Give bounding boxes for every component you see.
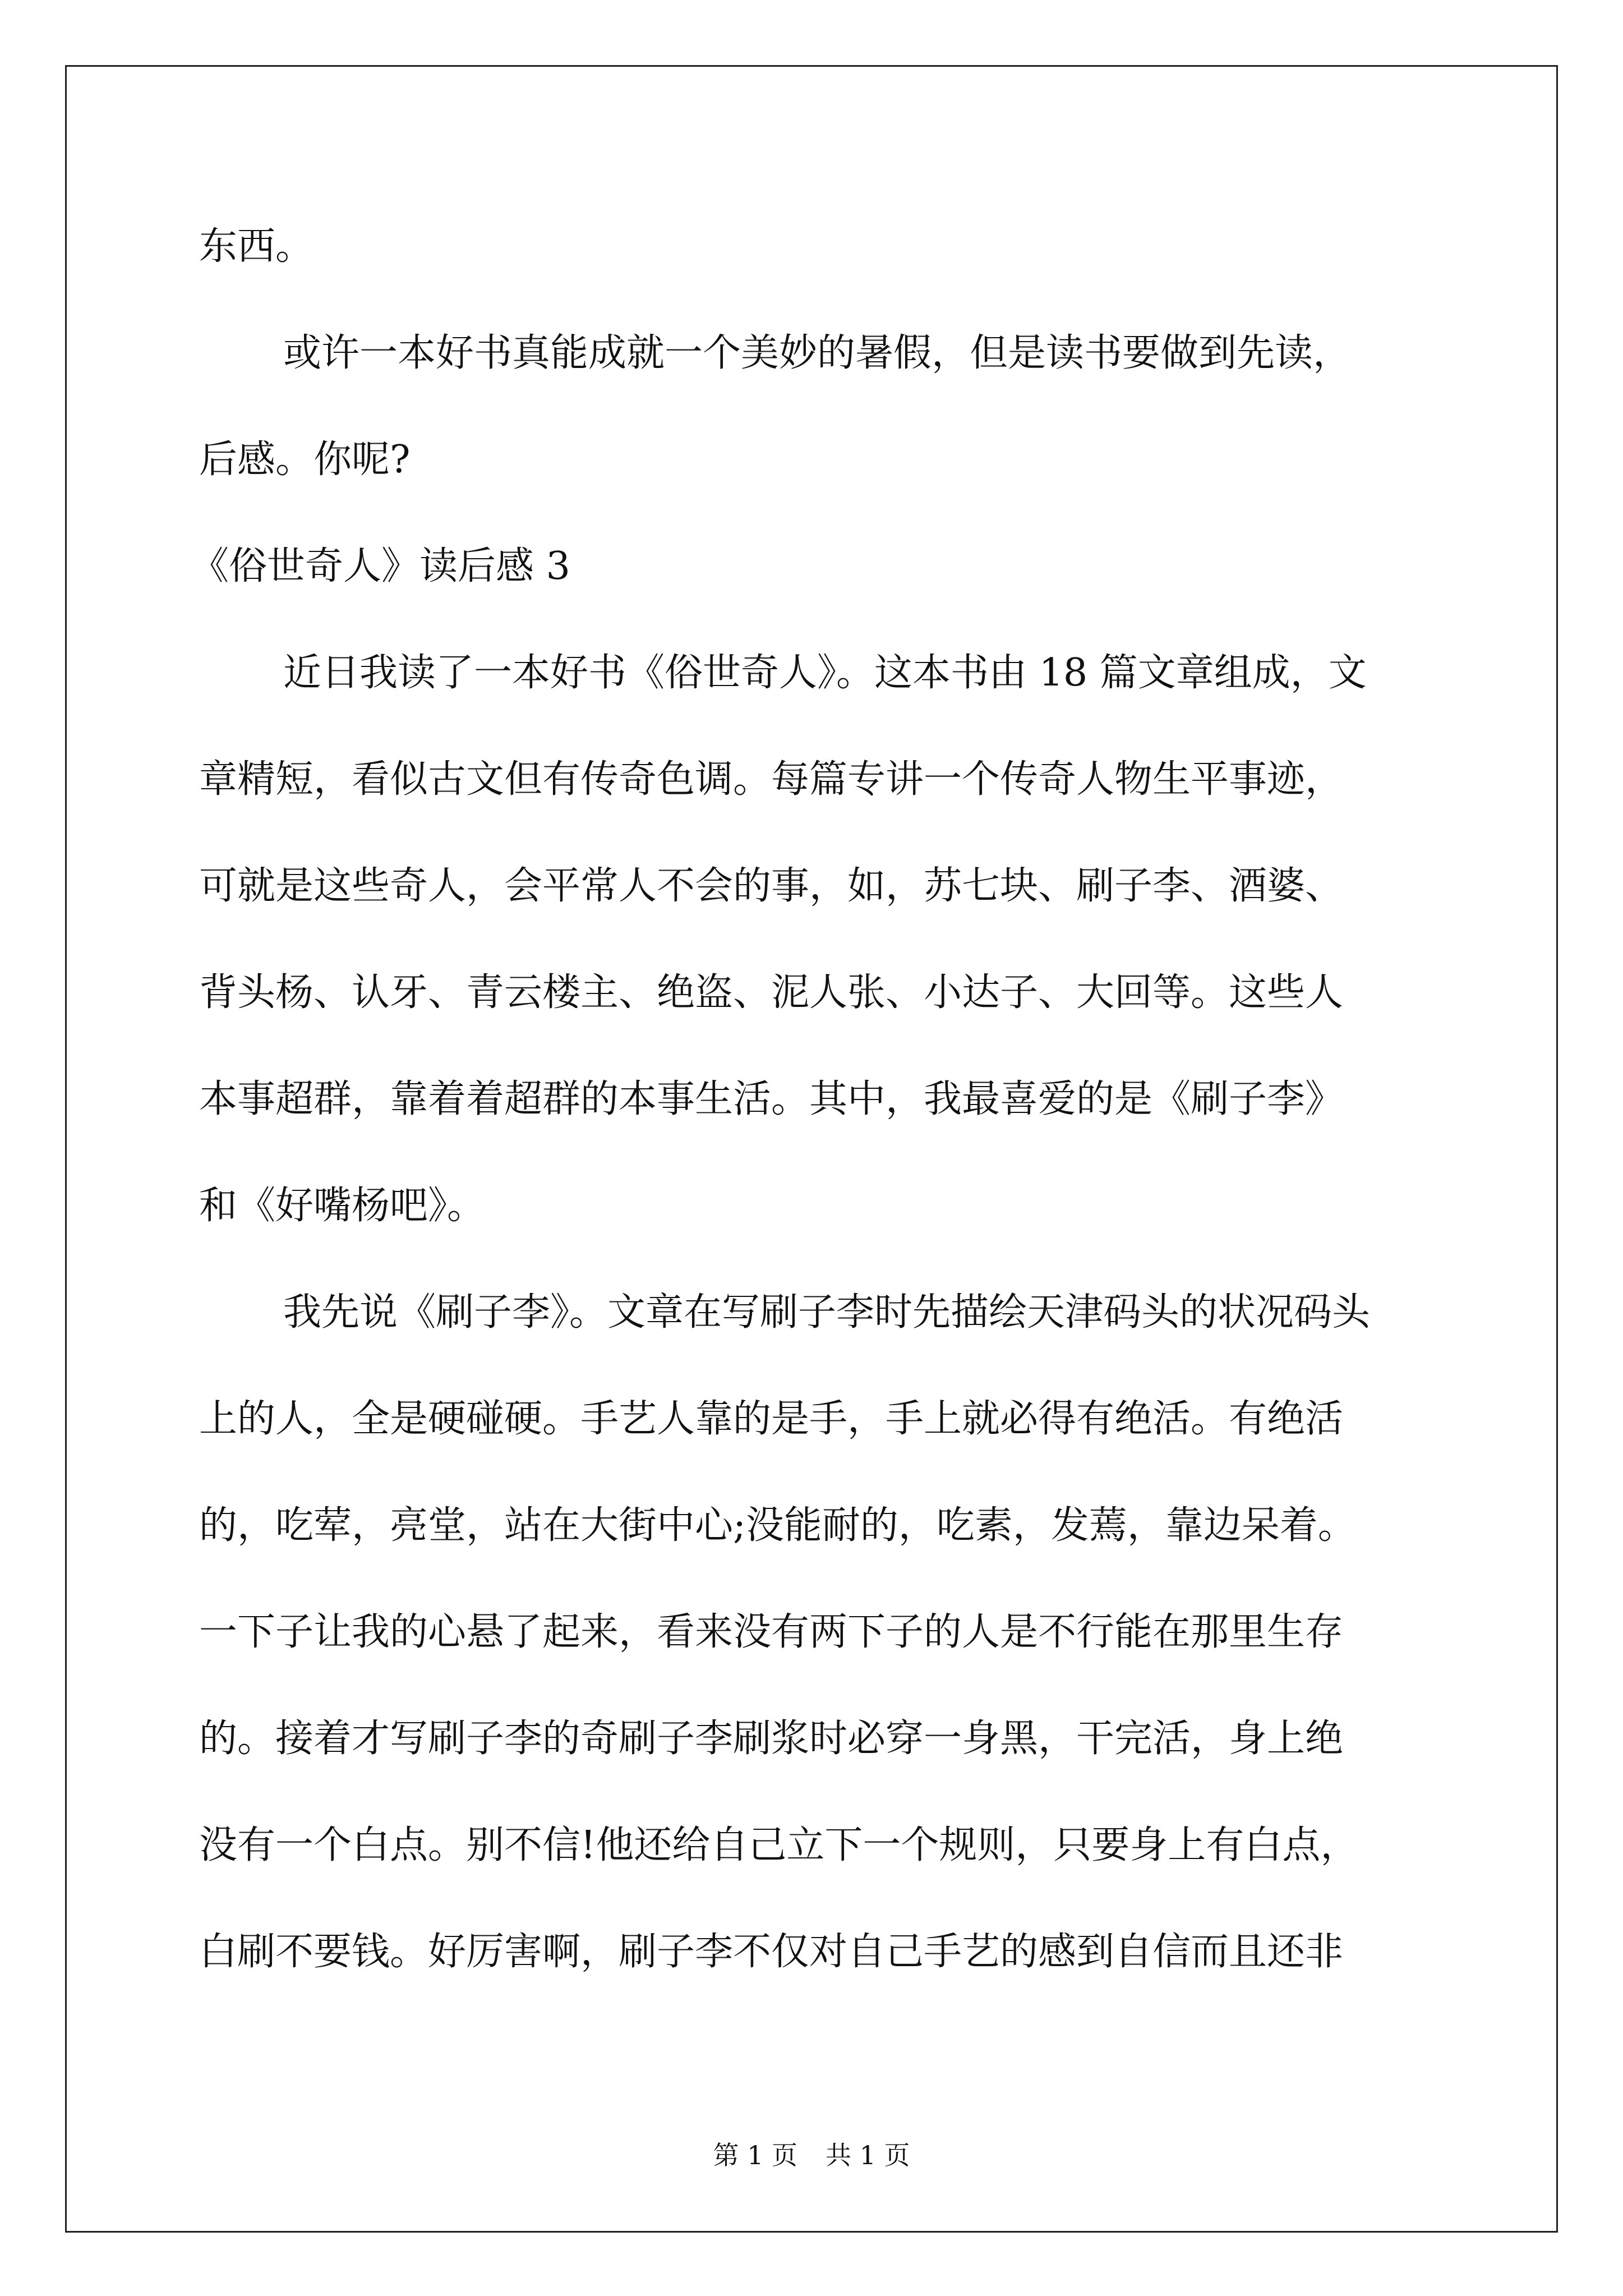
body-line-3: 后感。你呢?: [199, 438, 411, 482]
body-line-14: 一下子让我的心悬了起来，看来没有两下子的人是不行能在那里生存: [199, 1610, 1344, 1654]
section-heading: 《俗世奇人》读后感 3: [191, 544, 570, 588]
page-border: [65, 65, 1558, 2233]
body-line-2: 或许一本好书真能成就一个美妙的暑假，但是读书要做到先读，: [283, 331, 1352, 375]
body-line-1: 东西。: [199, 224, 314, 269]
body-line-6: 章精短，看似古文但有传奇色调。每篇专讲一个传奇人物生平事迹，: [199, 757, 1344, 802]
body-line-5: 近日我读了一本好书《俗世奇人》。这本书由 18 篇文章组成，文: [283, 651, 1367, 695]
page-number-current: 第 1 页: [713, 2140, 797, 2170]
body-line-13: 的，吃荤，亮堂，站在大街中心;没能耐的，吃素，发蔫，靠边呆着。: [199, 1503, 1356, 1548]
page-number-total: 共 1 页: [826, 2140, 910, 2170]
body-line-7: 可就是这些奇人，会平常人不会的事，如，苏七块、刷子李、酒婆、: [199, 864, 1344, 908]
body-line-12: 上的人，全是硬碰硬。手艺人靠的是手，手上就必得有绝活。有绝活: [199, 1397, 1344, 1441]
body-line-11: 我先说《刷子李》。文章在写刷子李时先描绘天津码头的状况码头: [283, 1290, 1371, 1335]
body-line-15: 的。接着才写刷子李的奇刷子李刷浆时必穿一身黑，干完活，身上绝: [199, 1717, 1344, 1761]
body-line-17: 白刷不要钱。好厉害啊，刷子李不仅对自己手艺的感到自信而且还非: [199, 1930, 1344, 1974]
body-line-10: 和《好嘴杨吧》。: [199, 1184, 486, 1228]
body-line-16: 没有一个白点。别不信!他还给自己立下一个规则，只要身上有白点，: [199, 1823, 1359, 1867]
body-line-8: 背头杨、认牙、青云楼主、绝盗、泥人张、小达子、大回等。这些人: [199, 970, 1344, 1015]
page-footer: [0, 2138, 1623, 2172]
body-line-9: 本事超群，靠着着超群的本事生活。其中，我最喜爱的是《刷子李》: [199, 1077, 1344, 1121]
